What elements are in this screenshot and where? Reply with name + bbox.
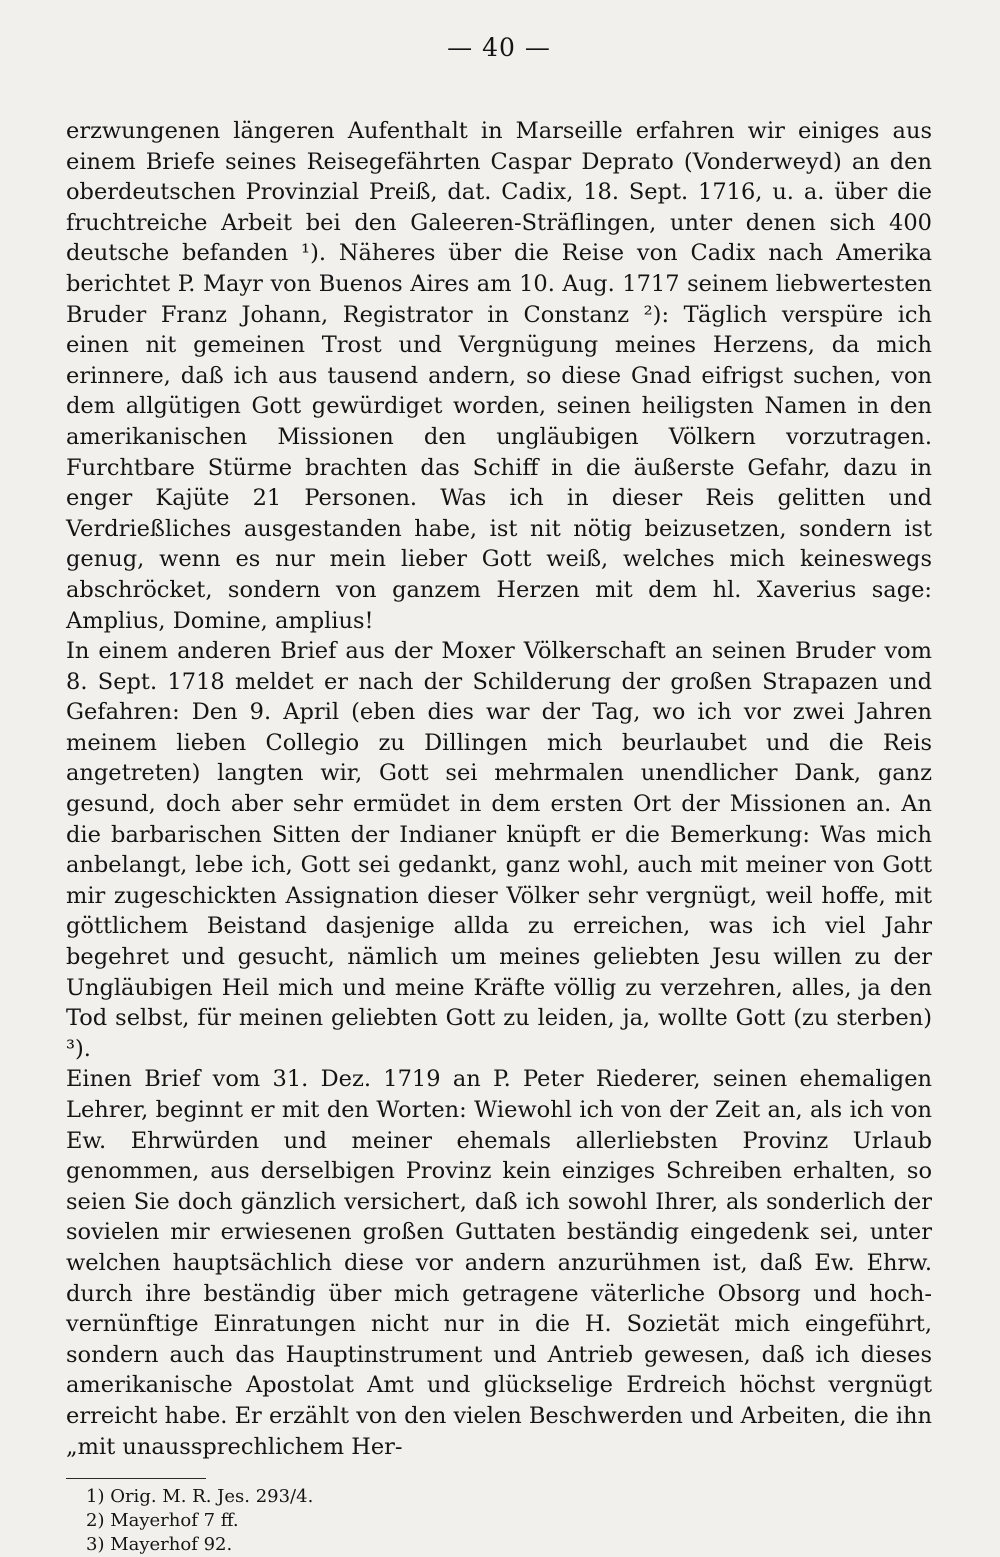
paragraph: Einen Brief vom 31. Dez. 1719 an P. Peter Riederer, seinen ehemaligen Lehrer, beginnt er mit den Worten: Wiewohl ich von der Zeit an, als ich von Ew. Ehrwürden und meiner ehemals allerliebsten Provinz Urlaub genommen, aus derselbigen Provinz kein einziges Schreiben erhalten, so seien Sie doch gänzlich versichert, daß ich sowohl Ihrer, als sonderlich der sovielen mir erwiesenen großen Guttaten beständig eingedenk sei, unter welchen hauptsächlich diese vor andern anzurühmen ist, daß Ew. Ehrw. durch ihre beständig über mich getragene väterliche Obsorg und hoch-vernünftige Einratungen nicht nur in die H. Sozietät mich eingeführt, sondern auch das Hauptinstrument und Antrieb gewesen, daß ich dieses amerikanische Apostolat Amt und glückselige Erdreich höchst vergnügt erreicht habe. Er erzählt von den vielen Beschwerden und Arbeiten, die ihn „mit unaussprechlichem Her- — [66, 1066, 932, 1460]
footnote: 1) Orig. M. R. Jes. 293/4. — [86, 1486, 314, 1508]
footnotes — [66, 1485, 932, 1557]
body-text — [66, 116, 932, 1462]
page-number: — 40 — — [447, 33, 551, 62]
footnote-divider — [66, 1478, 206, 1479]
paragraph: In einem anderen Brief aus der Moxer Völkerschaft an seinen Bruder vom 8. Sept. 1718 meldet er nach der Schilderung der großen Strapazen und Gefahren: Den 9. April (eben dies war der Tag, wo ich vor zwei Jahren meinem lieben Collegio zu Dillingen mich beurlaubet und die Reis angetreten) langten wir, Gott sei mehrmalen unendlicher Dank, ganz gesund, doch aber sehr ermüdet in dem ersten Ort der Missionen an. An die barbarischen Sitten der Indianer knüpft er die Bemerkung: Was mich anbelangt, lebe ich, Gott sei gedankt, ganz wohl, auch mit meiner von Gott mir zugeschickten Assignation dieser Völker sehr vergnügt, weil hoffe, mit göttlichem Beistand dasjenige allda zu erreichen, was ich viel Jahr begehret und gesucht, nämlich um meines geliebten Jesu willen zu der Ungläubigen Heil mich und meine Kräfte völlig zu verzehren, alles, ja den Tod selbst, für meinen geliebten Gott zu leiden, ja, wollte Gott (zu sterben) ³). — [66, 638, 932, 1062]
paragraph: erzwungenen längeren Aufenthalt in Marseille erfahren wir einiges aus einem Briefe seines Reisegefährten Caspar Deprato (Vonderweyd) an den oberdeutschen Provinzial Preiß, dat. Cadix, 18. Sept. 1716, u. a. über die fruchtreiche Arbeit bei den Galeeren-Sträflingen, unter denen sich 400 deutsche befanden ¹). Näheres über die Reise von Cadix nach Amerika berichtet P. Mayr von Buenos Aires am 10. Aug. 1717 seinem liebwertesten Bruder Franz Johann, Registrator in Constanz ²): Täglich verspüre ich einen nit gemeinen Trost und Vergnügung meines Herzens, da mich erinnere, daß ich aus tausend andern, so diese Gnad eifrigst suchen, von dem allgütigen Gott gewürdiget worden, seinen heiligsten Namen in den amerikanischen Missionen den ungläubigen Völkern vorzutragen. Furchtbare Stürme brachten das Schiff in die äußerste Gefahr, dazu in enger Kajüte 21 Personen. Was ich in dieser Reis gelitten und Verdrießliches ausgestanden habe, ist nit nötig beizusetzen, sondern ist genug, wenn es nur mein lieber Gott weiß, welches mich keineswegs abschröcket, sondern von ganzem Herzen mit dem hl. Xaverius sage: Amplius, Domine, amplius! — [66, 118, 932, 634]
footnote: 2) Mayerhof 7 ff. — [86, 1510, 239, 1532]
footnote: 3) Mayerhof 92. — [86, 1534, 233, 1556]
